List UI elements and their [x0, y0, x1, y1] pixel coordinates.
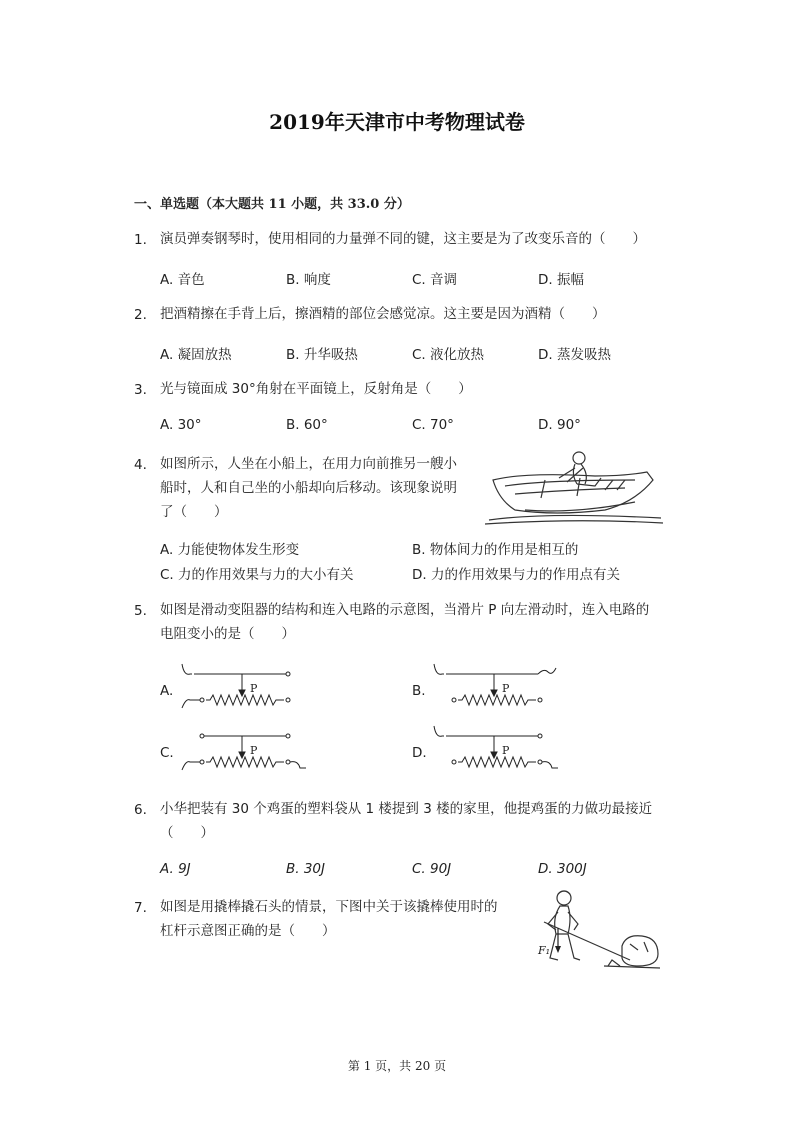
option-a[interactable]: A. 力能使物体发生形变	[160, 542, 300, 558]
question-text-line: 如图是滑动变阻器的结构和连入电路的示意图，当滑片 P 向左滑动时，连入电路的	[160, 602, 650, 618]
option-d[interactable]: D. 蒸发吸热	[538, 347, 611, 363]
option-b[interactable]: B. 30J	[286, 861, 326, 877]
option-d[interactable]: D.	[412, 745, 427, 761]
question-text-line: 了（ ）	[160, 504, 228, 520]
question-text: 演员弹奏钢琴时，使用相同的力量弹不同的键，这主要是为了改变乐音的（ ）	[160, 231, 646, 247]
option-d[interactable]: D. 振幅	[538, 272, 584, 288]
rheostat-diagram-d	[432, 724, 562, 776]
boat-figure	[485, 450, 665, 525]
question-number: 3.	[134, 382, 147, 398]
question-text-line: 如图所示，人坐在小船上，在用力向前推另一艘小	[160, 456, 457, 472]
option-b[interactable]: B. 响度	[286, 272, 331, 288]
option-d[interactable]: D. 力的作用效果与力的作用点有关	[412, 567, 620, 583]
option-b[interactable]: B.	[412, 683, 426, 699]
option-c[interactable]: C. 液化放热	[412, 347, 485, 363]
question-text-line: （ ）	[160, 825, 214, 841]
question-number: 7.	[134, 900, 147, 916]
slider-label: P	[502, 744, 510, 757]
question-number: 5.	[134, 603, 147, 619]
option-d[interactable]: D. 90°	[538, 417, 581, 433]
section-heading: 一、单选题（本大题共 11 小题，共 33.0 分）	[134, 197, 410, 212]
crowbar-figure	[534, 888, 664, 976]
slider-label: P	[250, 744, 258, 757]
question-number: 4.	[134, 457, 147, 473]
question-text-line: 船时，人和自己坐的小船却向后移动。该现象说明	[160, 480, 457, 496]
option-b[interactable]: B. 升华吸热	[286, 347, 358, 363]
option-b[interactable]: B. 60°	[286, 417, 328, 433]
option-d[interactable]: D. 300J	[538, 861, 587, 877]
option-a[interactable]: A. 9J	[160, 861, 191, 877]
question-text-line: 电阻变小的是（ ）	[160, 626, 295, 642]
rheostat-diagram-b	[432, 662, 562, 714]
page-title: 2019年天津市中考物理试卷	[269, 110, 525, 134]
option-c[interactable]: C. 70°	[412, 417, 454, 433]
question-text: 光与镜面成 30°角射在平面镜上，反射角是（ ）	[160, 381, 472, 397]
question-text-line: 如图是用撬棒撬石头的情景，下图中关于该撬棒使用时的	[160, 899, 498, 915]
question-number: 2.	[134, 307, 147, 323]
question-number: 1.	[134, 232, 147, 248]
option-c[interactable]: C. 力的作用效果与力的大小有关	[160, 567, 354, 583]
question-number: 6.	[134, 802, 147, 818]
option-a[interactable]: A. 30°	[160, 417, 202, 433]
slider-label: P	[502, 682, 510, 695]
rheostat-diagram-c	[180, 724, 310, 776]
question-text-line: 小华把装有 30 个鸡蛋的塑料袋从 1 楼提到 3 楼的家里，他提鸡蛋的力做功最接近	[160, 801, 653, 817]
question-text-line: 杠杆示意图正确的是（ ）	[160, 923, 336, 939]
option-c[interactable]: C.	[160, 745, 174, 761]
option-c[interactable]: C. 音调	[412, 272, 458, 288]
page-footer: 第 1 页，共 20 页	[347, 1059, 447, 1073]
option-a[interactable]: A.	[160, 683, 174, 699]
rheostat-diagram-a	[180, 662, 310, 714]
option-c[interactable]: C. 90J	[412, 861, 452, 877]
option-a[interactable]: A. 音色	[160, 272, 205, 288]
option-b[interactable]: B. 物体间力的作用是相互的	[412, 542, 579, 558]
option-a[interactable]: A. 凝固放热	[160, 347, 232, 363]
force-label: F₁	[538, 944, 551, 957]
question-text: 把酒精擦在手背上后，擦酒精的部位会感觉凉。这主要是因为酒精（ ）	[160, 306, 606, 322]
slider-label: P	[250, 682, 258, 695]
